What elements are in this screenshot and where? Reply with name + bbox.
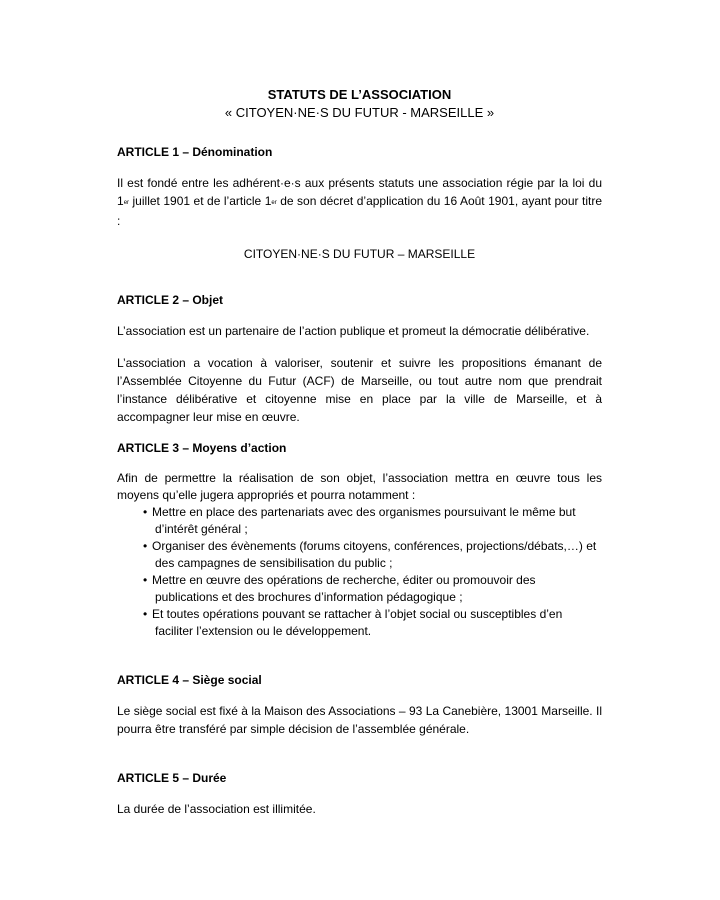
article-1-heading: ARTICLE 1 – Dénomination [117, 145, 273, 159]
article-1-superscript-1: er [123, 200, 130, 206]
list-item [135, 606, 602, 640]
article-5-paragraph: La durée de l’association est illimitée. [117, 802, 316, 816]
article-1-text-part-2: juillet 1901 et de l’article 1 [129, 194, 272, 208]
article-1-text-part-1: Il est fondé entre les adhérent·e·s aux présents statuts une association régie par la loi du 1 [117, 176, 602, 208]
article-4-paragraph: Le siège social est fixé à la Maison des Associations – 93 La Canebière, 13001 Marseille. Il pourra être transféré par simple décision de l’assemblée générale. [117, 704, 602, 736]
article-3-intro: Afin de permettre la réalisation de son objet, l’association mettra en œuvre tous les moyens qu’elle jugera appropriés et pourra notamment : [117, 471, 602, 502]
article-1-text-part-3: de son décret d’application du 16 Août 1901, ayant pour titre : [117, 194, 603, 228]
document-subtitle: « CITOYEN·NE·S DU FUTUR - MARSEILLE » [224, 105, 495, 120]
list-item [135, 504, 602, 538]
article-3-bullet-list [117, 504, 602, 640]
article-2-paragraph-1: L’association est un partenaire de l’action publique et promeut la démocratie délibérative. [117, 324, 590, 338]
list-item-text: Organiser des évènements (forums citoyens, conférences, projections/débats,…) et des campagnes de sensibilisation du public ; [152, 539, 597, 570]
list-item [135, 538, 602, 572]
article-4-heading: ARTICLE 4 – Siège social [117, 673, 262, 687]
list-item [135, 572, 602, 606]
article-2-paragraph-2: L’association a vocation à valoriser, soutenir et suivre les propositions émanant de l’Assemblée Citoyenne du Futur (ACF) de Marseille, ou tout autre nom que prendrait l’instance délibérative et citoyenne mise en place par la ville de Marseille, et à accompagner leur mise en œuvre. [117, 356, 602, 424]
bullet-icon: • [143, 607, 148, 621]
association-name-line: CITOYEN·NE·S DU FUTUR – MARSEILLE [243, 247, 476, 261]
article-5-heading: ARTICLE 5 – Durée [117, 771, 227, 785]
bullet-icon: • [143, 505, 148, 519]
bullet-icon: • [143, 539, 148, 553]
article-1-paragraph [117, 174, 602, 230]
bullet-icon: • [143, 573, 148, 587]
document-title: STATUTS DE L’ASSOCIATION [267, 87, 452, 102]
list-item-text: Et toutes opérations pouvant se rattacher à l’objet social ou susceptibles d’en faciliter l’extension ou le développement. [152, 607, 563, 638]
list-item-text: Mettre en œuvre des opérations de recherche, éditer ou promouvoir des publications et des brochures d’information pédagogique ; [152, 573, 536, 604]
article-2-heading: ARTICLE 2 – Objet [117, 293, 224, 307]
article-3-heading: ARTICLE 3 – Moyens d’action [117, 441, 287, 455]
list-item-text: Mettre en place des partenariats avec des organismes poursuivant le même but d’intérêt général ; [152, 505, 576, 536]
article-1-superscript-2: er [271, 200, 277, 206]
